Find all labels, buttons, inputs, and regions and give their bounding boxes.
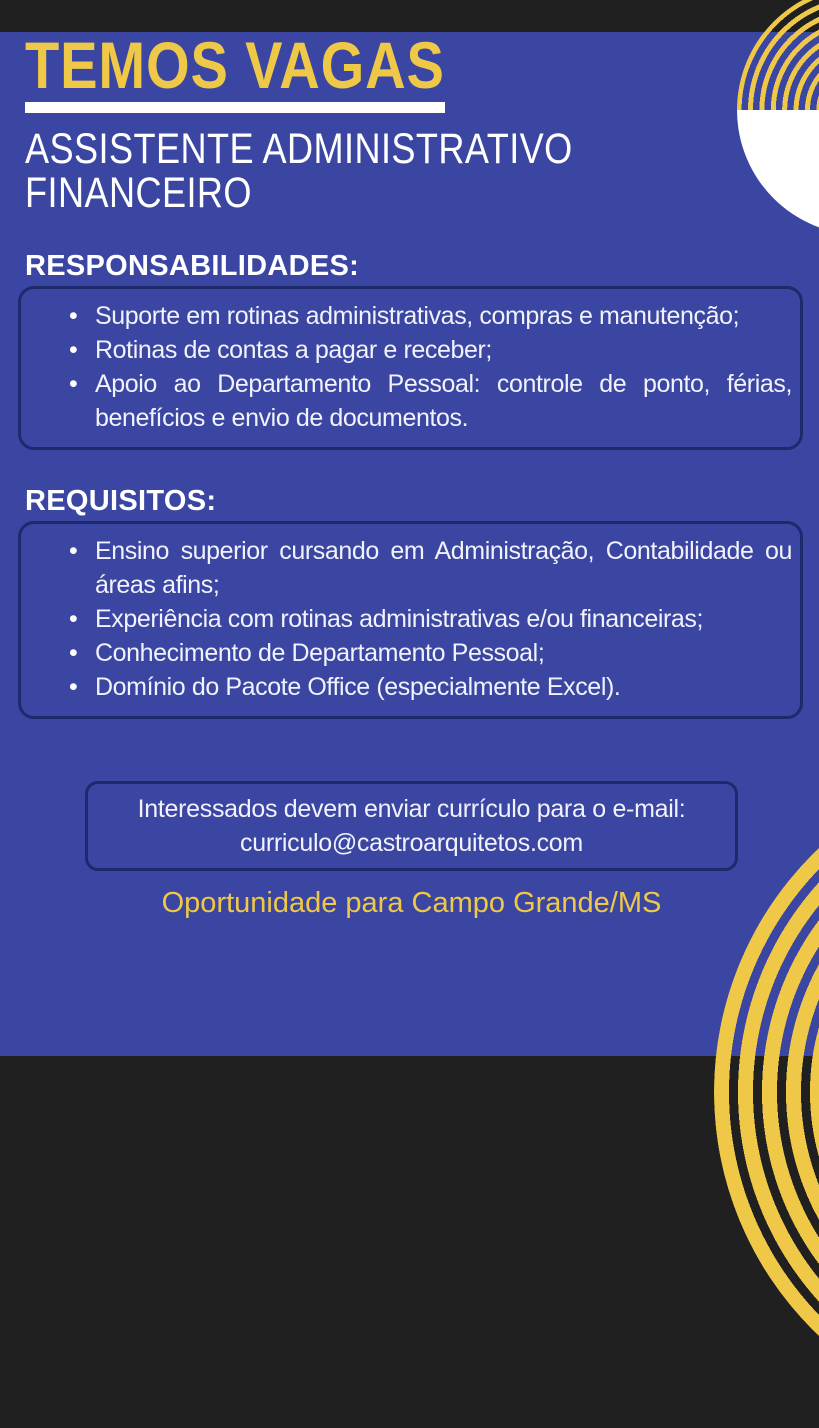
job-flyer bbox=[0, 28, 819, 919]
section-responsibilities bbox=[0, 251, 819, 450]
bullet-icon: • bbox=[69, 370, 78, 398]
list-item-text: Experiência com rotinas administrativas e/ou financeiras; bbox=[95, 605, 704, 633]
bullet-icon: • bbox=[69, 336, 78, 364]
list-item-text: Suporte em rotinas administrativas, compras e manutenção; bbox=[95, 302, 740, 330]
list-item bbox=[67, 534, 792, 602]
list-item bbox=[67, 367, 792, 435]
list-item-text: Conhecimento de Departamento Pessoal; bbox=[95, 639, 545, 667]
title-underline bbox=[25, 102, 445, 113]
requirements-list bbox=[67, 534, 792, 704]
list-item bbox=[67, 333, 792, 367]
list-item-text: Rotinas de contas a pagar e receber; bbox=[95, 336, 492, 364]
location-text: Oportunidade para Campo Grande/MS bbox=[161, 887, 662, 919]
contact-email: curriculo@castroarquitetos.com bbox=[240, 829, 583, 857]
bullet-icon: • bbox=[69, 302, 78, 330]
contact-instruction: Interessados devem enviar currículo para o e-mail: bbox=[137, 795, 686, 823]
list-item-text: Domínio do Pacote Office (especialmente Excel). bbox=[95, 673, 621, 701]
responsibilities-heading: RESPONSABILIDADES: bbox=[25, 250, 360, 282]
list-item bbox=[67, 602, 792, 636]
page-title: TEMOS VAGAS bbox=[25, 28, 445, 102]
responsibilities-list bbox=[67, 299, 792, 435]
list-item bbox=[67, 670, 792, 704]
list-item-text: Ensino superior cursando em Administração, Contabilidade ou áreas afins; bbox=[95, 537, 792, 599]
requirements-heading: REQUISITOS: bbox=[25, 485, 217, 517]
responsibilities-box bbox=[18, 286, 803, 450]
bullet-icon: • bbox=[69, 639, 78, 667]
requirements-box bbox=[18, 521, 803, 719]
bullet-icon: • bbox=[69, 605, 78, 633]
contact-box bbox=[85, 781, 738, 871]
bullet-icon: • bbox=[69, 537, 78, 565]
list-item bbox=[67, 299, 792, 333]
job-title: ASSISTENTE ADMINISTRATIVO FINANCEIRO bbox=[25, 125, 573, 217]
section-requirements bbox=[0, 486, 819, 719]
list-item bbox=[67, 636, 792, 670]
list-item-text: Apoio ao Departamento Pessoal: controle de ponto, férias, benefícios e envio de documentos. bbox=[95, 370, 792, 432]
bullet-icon: • bbox=[69, 673, 78, 701]
